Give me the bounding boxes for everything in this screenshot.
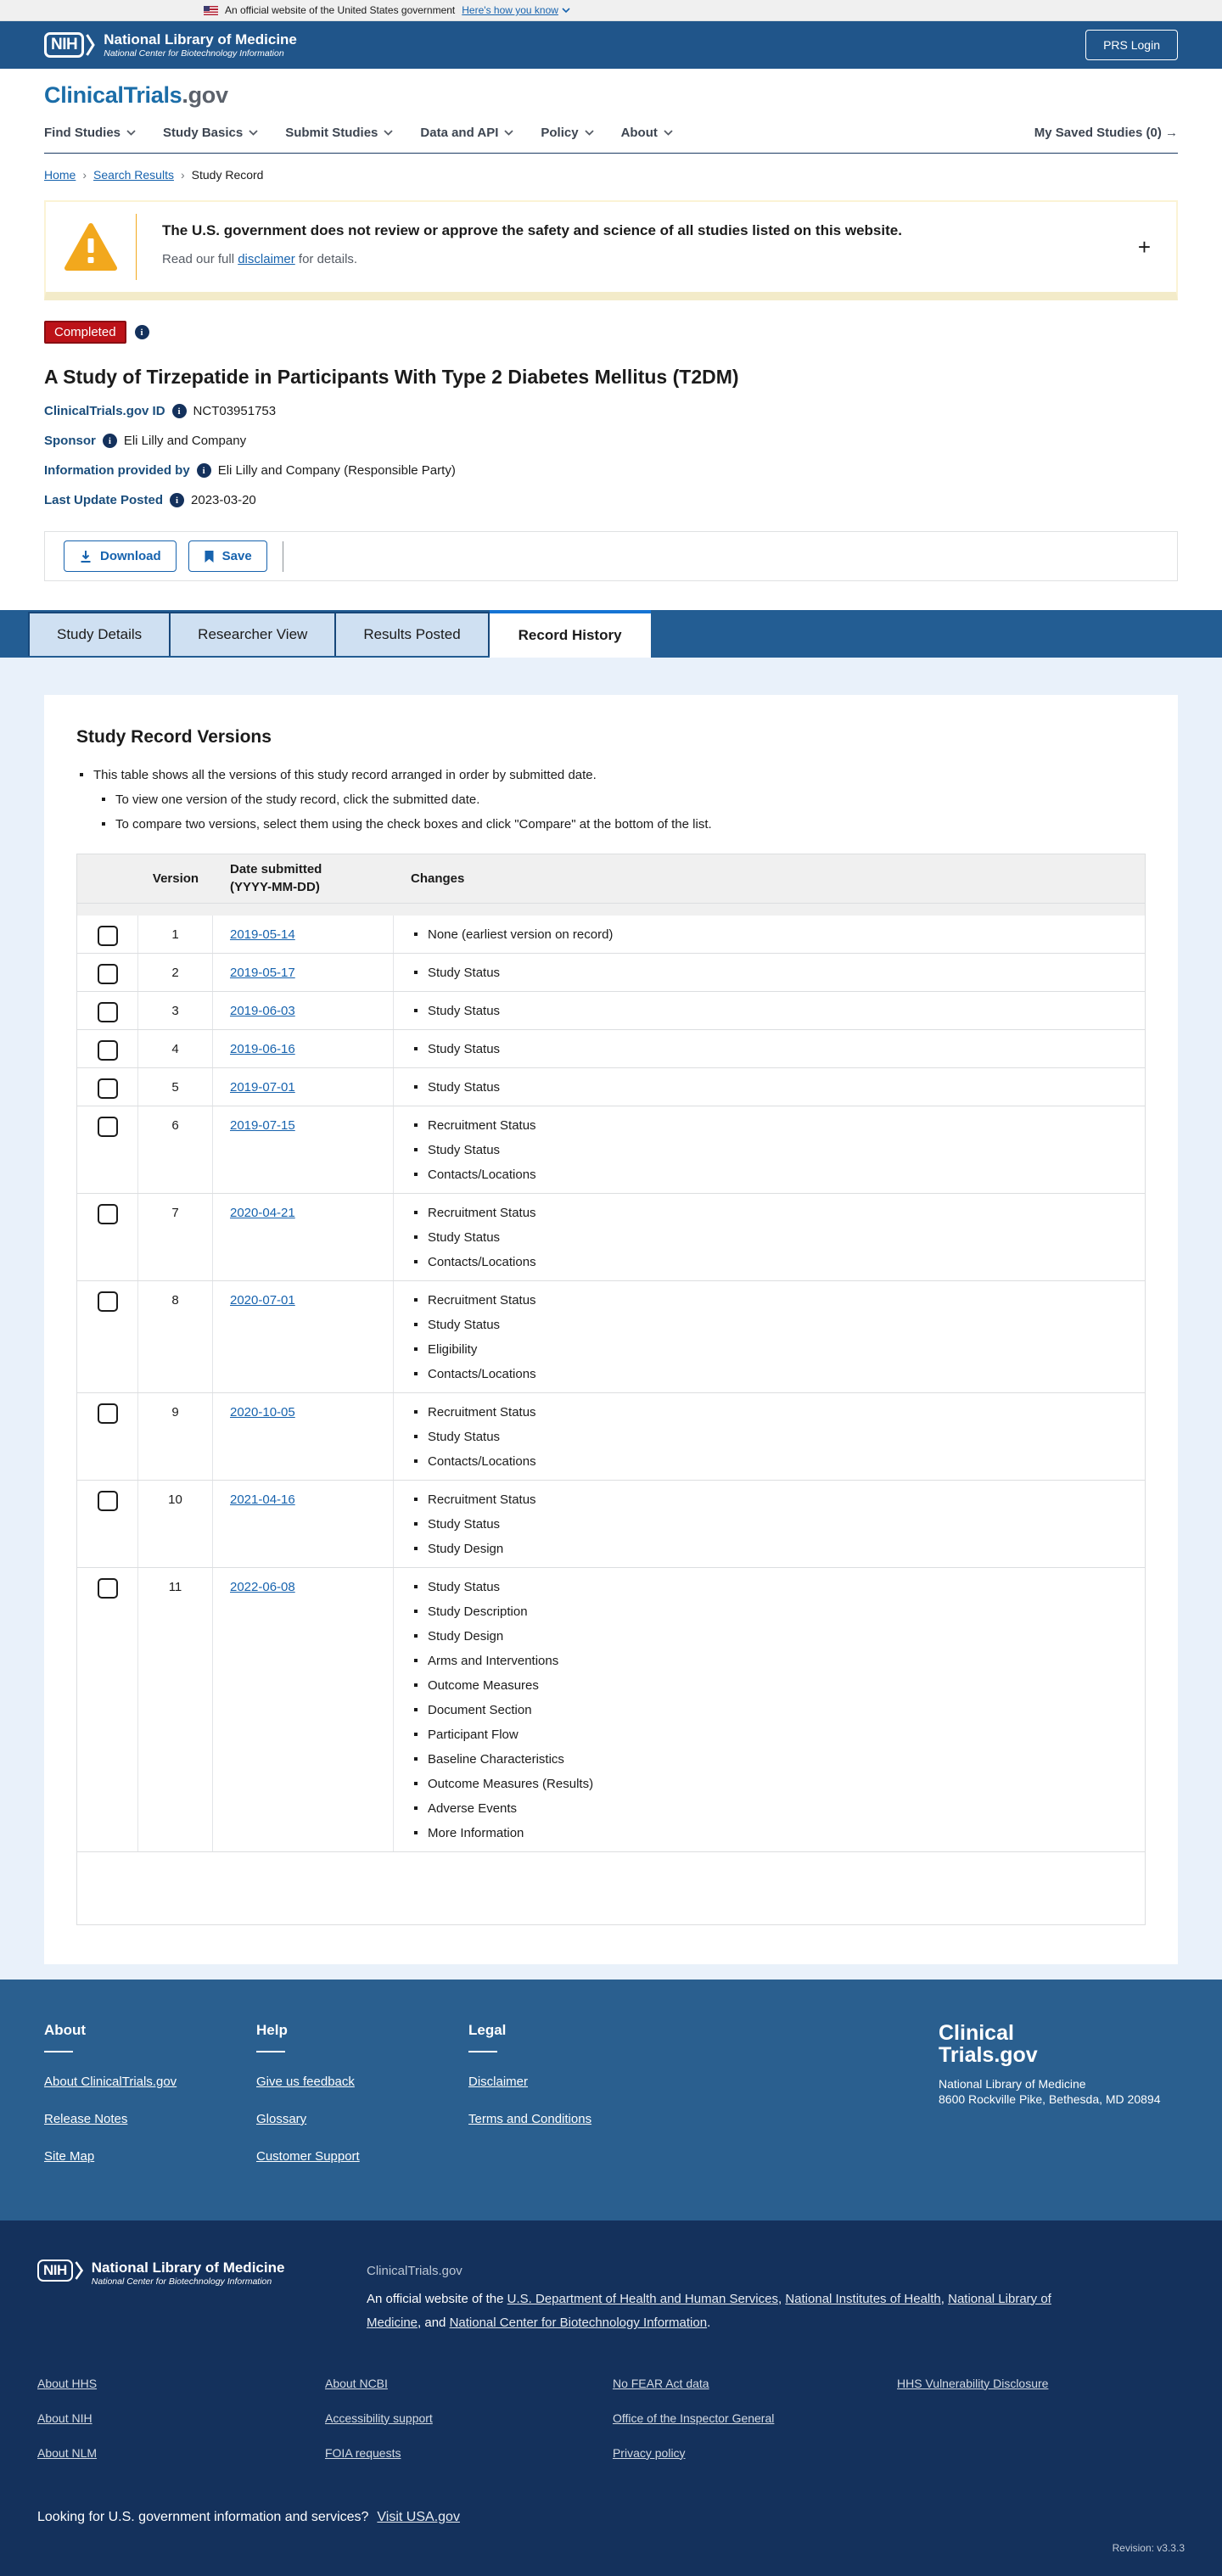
change-item: Study Status [411,966,1145,980]
footer-heading-rule [44,2051,73,2052]
nlm-org-name: National Library of Medicine [104,31,297,48]
table-row [77,1193,1145,1280]
usa-gov-row: Looking for U.S. government information and services? Visit USA.gov [37,2509,460,2524]
change-item: Baseline Characteristics [411,1752,1145,1767]
version-checkbox[interactable] [98,1403,118,1424]
footer-upper [0,1980,1222,2220]
footer-link[interactable]: HHS Vulnerability Disclosure [897,2376,1049,2390]
tab-bar [0,610,1222,658]
version-date-link[interactable]: 2021-04-16 [230,1492,295,1507]
change-item: Contacts/Locations [411,1168,1145,1182]
breadcrumb-separator: › [82,168,87,182]
version-changes [394,1568,1145,1851]
change-item: Study Status [411,1080,1145,1095]
version-checkbox[interactable] [98,1491,118,1511]
version-checkbox[interactable] [98,1040,118,1061]
tab-researcher-view[interactable]: Researcher View [171,612,336,656]
footer-link[interactable]: Site Map [44,2149,95,2164]
change-item: Contacts/Locations [411,1255,1145,1269]
footer-link[interactable]: Customer Support [256,2149,360,2164]
bookmark-icon [204,550,215,563]
change-item: Contacts/Locations [411,1367,1145,1381]
info-provided-label: Information provided by [44,463,190,478]
version-checkbox[interactable] [98,1204,118,1224]
page-title: A Study of Tirzepatide in Participants With Type 2 Diabetes Mellitus (T2DM) [44,366,739,388]
my-saved-studies-link[interactable]: My Saved Studies (0) → [1034,126,1178,140]
footer-column-heading: Legal [468,2022,507,2038]
header-version: Version [152,871,199,886]
footer-clinicaltrials-logo: Clinical Trials.gov [939,2021,1038,2068]
change-item: Contacts/Locations [411,1454,1145,1469]
section-heading: Study Record Versions [76,727,272,747]
intro-sub-bullet: To view one version of the study record, click the submitted date. [98,792,1146,807]
chevron-down-icon [126,130,136,136]
version-number: 3 [138,992,213,1029]
change-item: Recruitment Status [411,1118,1145,1133]
table-row [77,1029,1145,1067]
footer-nih-logo[interactable]: NIH National Library of Medicine National Center for Biotechnology Information [37,2260,367,2336]
footer-lower-column [897,2377,1185,2481]
site-header [0,69,1222,154]
footer-link[interactable]: About NIH [37,2411,92,2425]
id-info-icon[interactable]: i [172,404,187,418]
footer-link[interactable]: About NCBI [324,2376,388,2390]
change-item: Eligibility [411,1342,1145,1357]
footer-link[interactable]: About NLM [37,2445,98,2460]
change-item: Recruitment Status [411,1405,1145,1420]
table-row [77,1067,1145,1106]
prs-login-button[interactable]: PRS Login [1085,30,1178,60]
footer-link[interactable]: Release Notes [44,2112,128,2126]
intro-sub-bullet: To compare two versions, select them using the check boxes and click "Compare" at the bottom of the list. [98,817,1146,832]
sponsor-value: Eli Lilly and Company [123,434,247,448]
footer-link[interactable]: Glossary [256,2112,307,2126]
footer-column-heading: About [44,2022,87,2038]
header-changes: Changes [411,871,465,886]
nav-item-about[interactable]: About [621,126,673,140]
nih-logo-chevron-icon [75,2260,83,2281]
footer-org: National Library of Medicine [939,2076,1086,2091]
chevron-down-icon [249,130,258,136]
footer-official-text: ClinicalTrials.gov An official website of the U.S. Department of Health and Human Services, National Institutes of Health, National Library of Medicine, and National Center for Biotechnology Information. [367,2264,1051,2330]
version-number: 1 [138,916,213,953]
change-item: Recruitment Status [411,1293,1145,1308]
nav-item-find-studies[interactable]: Find Studies [44,126,136,140]
versions-intro [76,768,1146,832]
nav-item-submit-studies[interactable]: Submit Studies [285,126,393,140]
version-checkbox[interactable] [98,926,118,946]
last-update-info-icon[interactable]: i [170,493,184,507]
footer-link[interactable]: FOIA requests [324,2445,401,2460]
change-item: Adverse Events [411,1801,1145,1816]
footer-link[interactable]: Office of the Inspector General [612,2411,775,2425]
download-button[interactable]: Download [64,540,177,572]
footer-column-heading: Help [256,2022,288,2038]
breadcrumb-current: Study Record [191,168,264,182]
version-date-link[interactable]: 2019-05-14 [230,927,295,942]
version-date-link[interactable]: 2020-04-21 [230,1206,295,1220]
footer-links-grid [37,2377,1185,2481]
versions-table-footer [77,1851,1145,1924]
change-item: More Information [411,1826,1145,1840]
disclaimer-link[interactable]: disclaimer [238,252,295,266]
version-changes [394,1194,1145,1280]
warning-subtext: Read our full disclaimer for details. [162,252,358,266]
version-checkbox[interactable] [98,1002,118,1022]
nav-item-data-and-api[interactable]: Data and API [420,126,513,140]
version-number: 5 [138,1068,213,1106]
change-item: Study Status [411,1042,1145,1056]
change-item: Study Status [411,1230,1145,1245]
version-number: 6 [138,1106,213,1193]
footer-column-legal [468,2022,681,2187]
version-number: 4 [138,1030,213,1067]
change-item: Study Status [411,1430,1145,1444]
version-number: 10 [138,1481,213,1567]
sponsor-info-icon[interactable]: i [103,434,117,448]
change-item: Recruitment Status [411,1492,1145,1507]
record-history-section [0,658,1222,1980]
footer-column-help [256,2022,468,2187]
version-date-link[interactable]: 2019-05-17 [230,966,295,980]
change-item: Document Section [411,1703,1145,1717]
version-date-link[interactable]: 2020-10-05 [230,1405,295,1420]
footer-lower-column [37,2377,325,2481]
warning-triangle-icon [64,222,118,272]
download-icon [79,550,92,563]
version-number: 2 [138,954,213,991]
chevron-down-icon [664,130,673,136]
footer-address: 8600 Rockville Pike, Bethesda, MD 20894 [939,2092,1161,2106]
version-checkbox[interactable] [98,1078,118,1099]
footer-link[interactable]: About HHS [37,2376,98,2390]
versions-table-body [77,916,1145,1851]
us-flag-icon [204,6,218,15]
nih-logo[interactable]: NIH [44,32,95,58]
gov-banner [0,0,1222,21]
change-item: Study Design [411,1629,1145,1644]
table-row [77,1480,1145,1567]
table-header-strip [77,904,1145,916]
disclaimer-banner [44,200,1178,300]
version-checkbox[interactable] [98,1578,118,1599]
version-checkbox[interactable] [98,1117,118,1137]
change-item: Outcome Measures (Results) [411,1777,1145,1791]
breadcrumb-link[interactable]: Home [44,168,76,182]
change-item: None (earliest version on record) [411,927,1145,942]
version-date-link[interactable]: 2020-07-01 [230,1293,295,1308]
intro-bullet: This table shows all the versions of this study record arranged in order by submitted date. [76,768,1146,782]
footer-link[interactable]: About ClinicalTrials.gov [44,2075,177,2089]
clinicaltrials-logo[interactable]: ClinicalTrials.gov [44,82,228,108]
status-info-icon[interactable]: i [135,325,149,339]
version-number: 9 [138,1393,213,1480]
version-checkbox[interactable] [98,1291,118,1312]
change-item: Study Status [411,1004,1145,1018]
status-badge: Completed [44,321,126,344]
table-row [77,1392,1145,1480]
info-provided-value: Eli Lilly and Company (Responsible Party) [217,463,456,478]
change-item: Study Status [411,1517,1145,1532]
footer-lower [0,2220,1222,2576]
info-provided-info-icon[interactable]: i [197,463,211,478]
table-row [77,916,1145,953]
version-changes [394,954,1145,991]
version-date-link[interactable]: 2019-06-16 [230,1042,295,1056]
version-changes [394,1481,1145,1567]
nlm-link[interactable]: National Library of Medicine [367,2291,1051,2330]
breadcrumb-separator: › [180,168,185,182]
versions-table-header [77,854,1145,904]
tab-results-posted[interactable]: Results Posted [336,612,489,656]
footer-link[interactable]: Terms and Conditions [468,2112,592,2126]
change-item: Participant Flow [411,1728,1145,1742]
version-date-link[interactable]: 2022-06-08 [230,1580,295,1594]
version-date-link[interactable]: 2019-07-01 [230,1080,295,1095]
warning-title: The U.S. government does not review or approve the safety and science of all studies listed on this website. [162,222,902,238]
ncbi-link[interactable]: National Center for Biotechnology Information [449,2316,708,2330]
breadcrumb-link[interactable]: Search Results [93,168,174,182]
table-row [77,1567,1145,1851]
version-changes [394,992,1145,1029]
chevron-down-icon [585,130,594,136]
footer-link[interactable]: Give us feedback [256,2075,355,2089]
versions-table [76,854,1146,1925]
footer-lower-column [325,2377,613,2481]
change-item: Arms and Interventions [411,1654,1145,1668]
sponsor-label: Sponsor [44,434,96,448]
id-label: ClinicalTrials.gov ID [44,404,165,418]
chevron-down-icon [504,130,513,136]
version-changes [394,1281,1145,1392]
nav-item-policy[interactable]: Policy [541,126,593,140]
change-item: Study Status [411,1318,1145,1332]
tab-study-details[interactable]: Study Details [28,612,171,656]
nct-id: NCT03951753 [193,404,277,418]
footer-column-about [44,2022,256,2187]
change-item: Study Status [411,1580,1145,1594]
hhs-link[interactable]: U.S. Department of Health and Human Services [507,2291,778,2306]
footer-link[interactable]: Privacy policy [612,2445,686,2460]
version-number: 11 [138,1568,213,1851]
version-date-link[interactable]: 2019-07-15 [230,1118,295,1133]
footer-logo-block [939,2022,1178,2187]
how-you-know-link[interactable]: Here's how you know [462,4,570,16]
version-changes [394,1106,1145,1193]
nav-item-study-basics[interactable]: Study Basics [163,126,258,140]
footer-link[interactable]: No FEAR Act data [612,2376,709,2390]
footer-lower-column [613,2377,897,2481]
footer-heading-rule [468,2051,497,2052]
version-changes [394,1068,1145,1106]
save-button[interactable]: Save [188,540,267,572]
breadcrumb [0,154,1222,190]
change-item: Study Status [411,1143,1145,1157]
nih-logo-chevron-icon [86,33,95,57]
table-row [77,991,1145,1029]
version-number: 8 [138,1281,213,1392]
change-item: Outcome Measures [411,1678,1145,1693]
version-checkbox[interactable] [98,964,118,984]
change-item: Study Description [411,1604,1145,1619]
change-item: Recruitment Status [411,1206,1145,1220]
footer-heading-rule [256,2051,285,2052]
version-changes [394,1030,1145,1067]
version-changes [394,916,1145,953]
version-number: 7 [138,1194,213,1280]
tab-record-history[interactable]: Record History [490,610,651,658]
header-date-submitted: Date submitted (YYYY-MM-DD) [230,862,322,894]
table-row [77,1280,1145,1392]
nlm-header [0,21,1222,69]
visit-usagov-link[interactable]: Visit USA.gov [377,2509,460,2524]
footer-link[interactable]: Accessibility support [324,2411,433,2425]
version-date-link[interactable]: 2019-06-03 [230,1004,295,1018]
version-changes [394,1393,1145,1480]
change-item: Study Design [411,1542,1145,1556]
nih-link[interactable]: National Institutes of Health [785,2291,941,2306]
chevron-down-icon [384,130,393,136]
table-row [77,953,1145,991]
last-update-value: 2023-03-20 [191,493,256,507]
footer-link[interactable]: Disclaimer [468,2075,529,2089]
action-bar [44,531,1178,581]
revision-label: Revision: v3.3.3 [1112,2541,1185,2554]
main-nav [44,126,1178,154]
table-row [77,1106,1145,1193]
study-record-versions-card [44,695,1178,1964]
gov-banner-text: An official website of the United States government [225,4,456,16]
expand-banner-button[interactable]: + [1137,233,1151,260]
last-update-label: Last Update Posted [44,493,164,507]
ncbi-sub-name: National Center for Biotechnology Information [104,48,284,59]
